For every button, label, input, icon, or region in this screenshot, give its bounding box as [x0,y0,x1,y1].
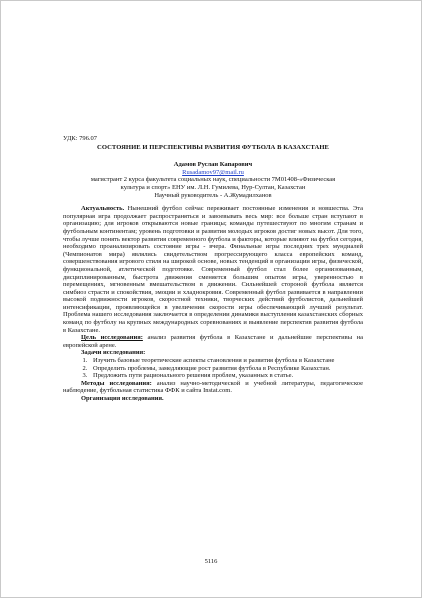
goal-paragraph [63,334,363,349]
abstract [63,205,363,402]
article-title: СОСТОЯНИЕ И ПЕРСПЕКТИВЫ РАЗВИТИЯ ФУТБОЛА В КАЗАХСТАНЕ [97,143,329,151]
relevance-label: Актуальность. [81,205,125,213]
goal-label: Цель исследования: [81,334,143,342]
tasks-list [63,357,363,380]
methods-paragraph [63,380,363,395]
affiliation-line-1: магистрант 2 курса факультета социальных наук, специальности 7М01408-«Физическая [90,176,336,184]
page-number: 5116 [204,558,218,565]
udc-code: УДК: 796.07 [63,135,98,142]
methods-text: анализ научно-методической и учебной литературы, педагогическое наблюдение, футбольная статистика ФФК и сайта Instat.com. [63,379,363,395]
author-name: Адамов Руслан Капарович [173,161,253,169]
author-email-link[interactable]: Rusadamov97@mail.ru [182,168,244,176]
supervisor-line: Научный руководитель - А.Жумадилханов [154,191,272,199]
relevance-text: Нынешний футбол сейчас переживает постоянные изменения и новшества. Эта популярная игра продолжает распространяться и завоевывать весь мир: все больше стран вступают в организацию; для игроков открываются новые границы; команды путешествуют по многим странам и футбольным континентам; уровень подготовки и развития молодых игроков достиг новых высот. Для того, чтобы лучше понять вектор развития современного футбола и факторы, которые влияют на футбол сегодня, необходимо проанализировать состояние игры - вчера. Финальные игры последних трех мундиалей (Чемпионатов мира) являлись свидетельством прогрессирующего класса европейских команд, совершенствования игрового стиля на широкой основе, новых тенденций в организации игры, физической, функциональной, атлетической подготовке. Современный футбол стал более организованным, дисциплинированным, быстрота движения сменяется большим опытом игры, уверенностью в перемещениях, мгновенным вмешательством в движении. Сильнейшей стороной футбола является симбиоз страсти и спокойствия, эмоции и хладнокровия. Современный футбол развивается в направлении высокой подвижности игроков, скоростной техники, творческих действий футболистов, дальнейшей интенсификации, проявляющейся в увеличении скорости игры обеспечивающий лучший результат. Проблема нашего исследования заключается в определении динамики выступления казахстанских сборных команд по футболу на крупных международных соревнованиях и выявление перспектив развития футбола в Казахстане. [63,205,363,334]
affiliation-line-2: культура и спорт» ЕНУ им. Л.Н. Гумилева, Нур-Султан, Казахстан [120,183,306,191]
relevance-paragraph [63,205,363,334]
methods-label: Методы исследования: [81,379,152,387]
task-item: 1. Изучить базовые теоретические аспекты становления и развития футбола в Казахстане [89,357,363,365]
tasks-heading: Задачи исследования: [81,349,146,357]
organization-heading: Организация исследования. [81,395,164,402]
goal-text: анализ развития футбола в Казахстане и дальнейшие перспективы на европейской арене. [63,334,364,349]
task-item: 3. Предложить пути рационального решения проблем, указанных в статье. [89,372,363,380]
task-item: 2. Определить проблемы, замедляющие рост развития футбола в Республике Казахстан. [89,365,363,373]
article-body [63,135,363,403]
